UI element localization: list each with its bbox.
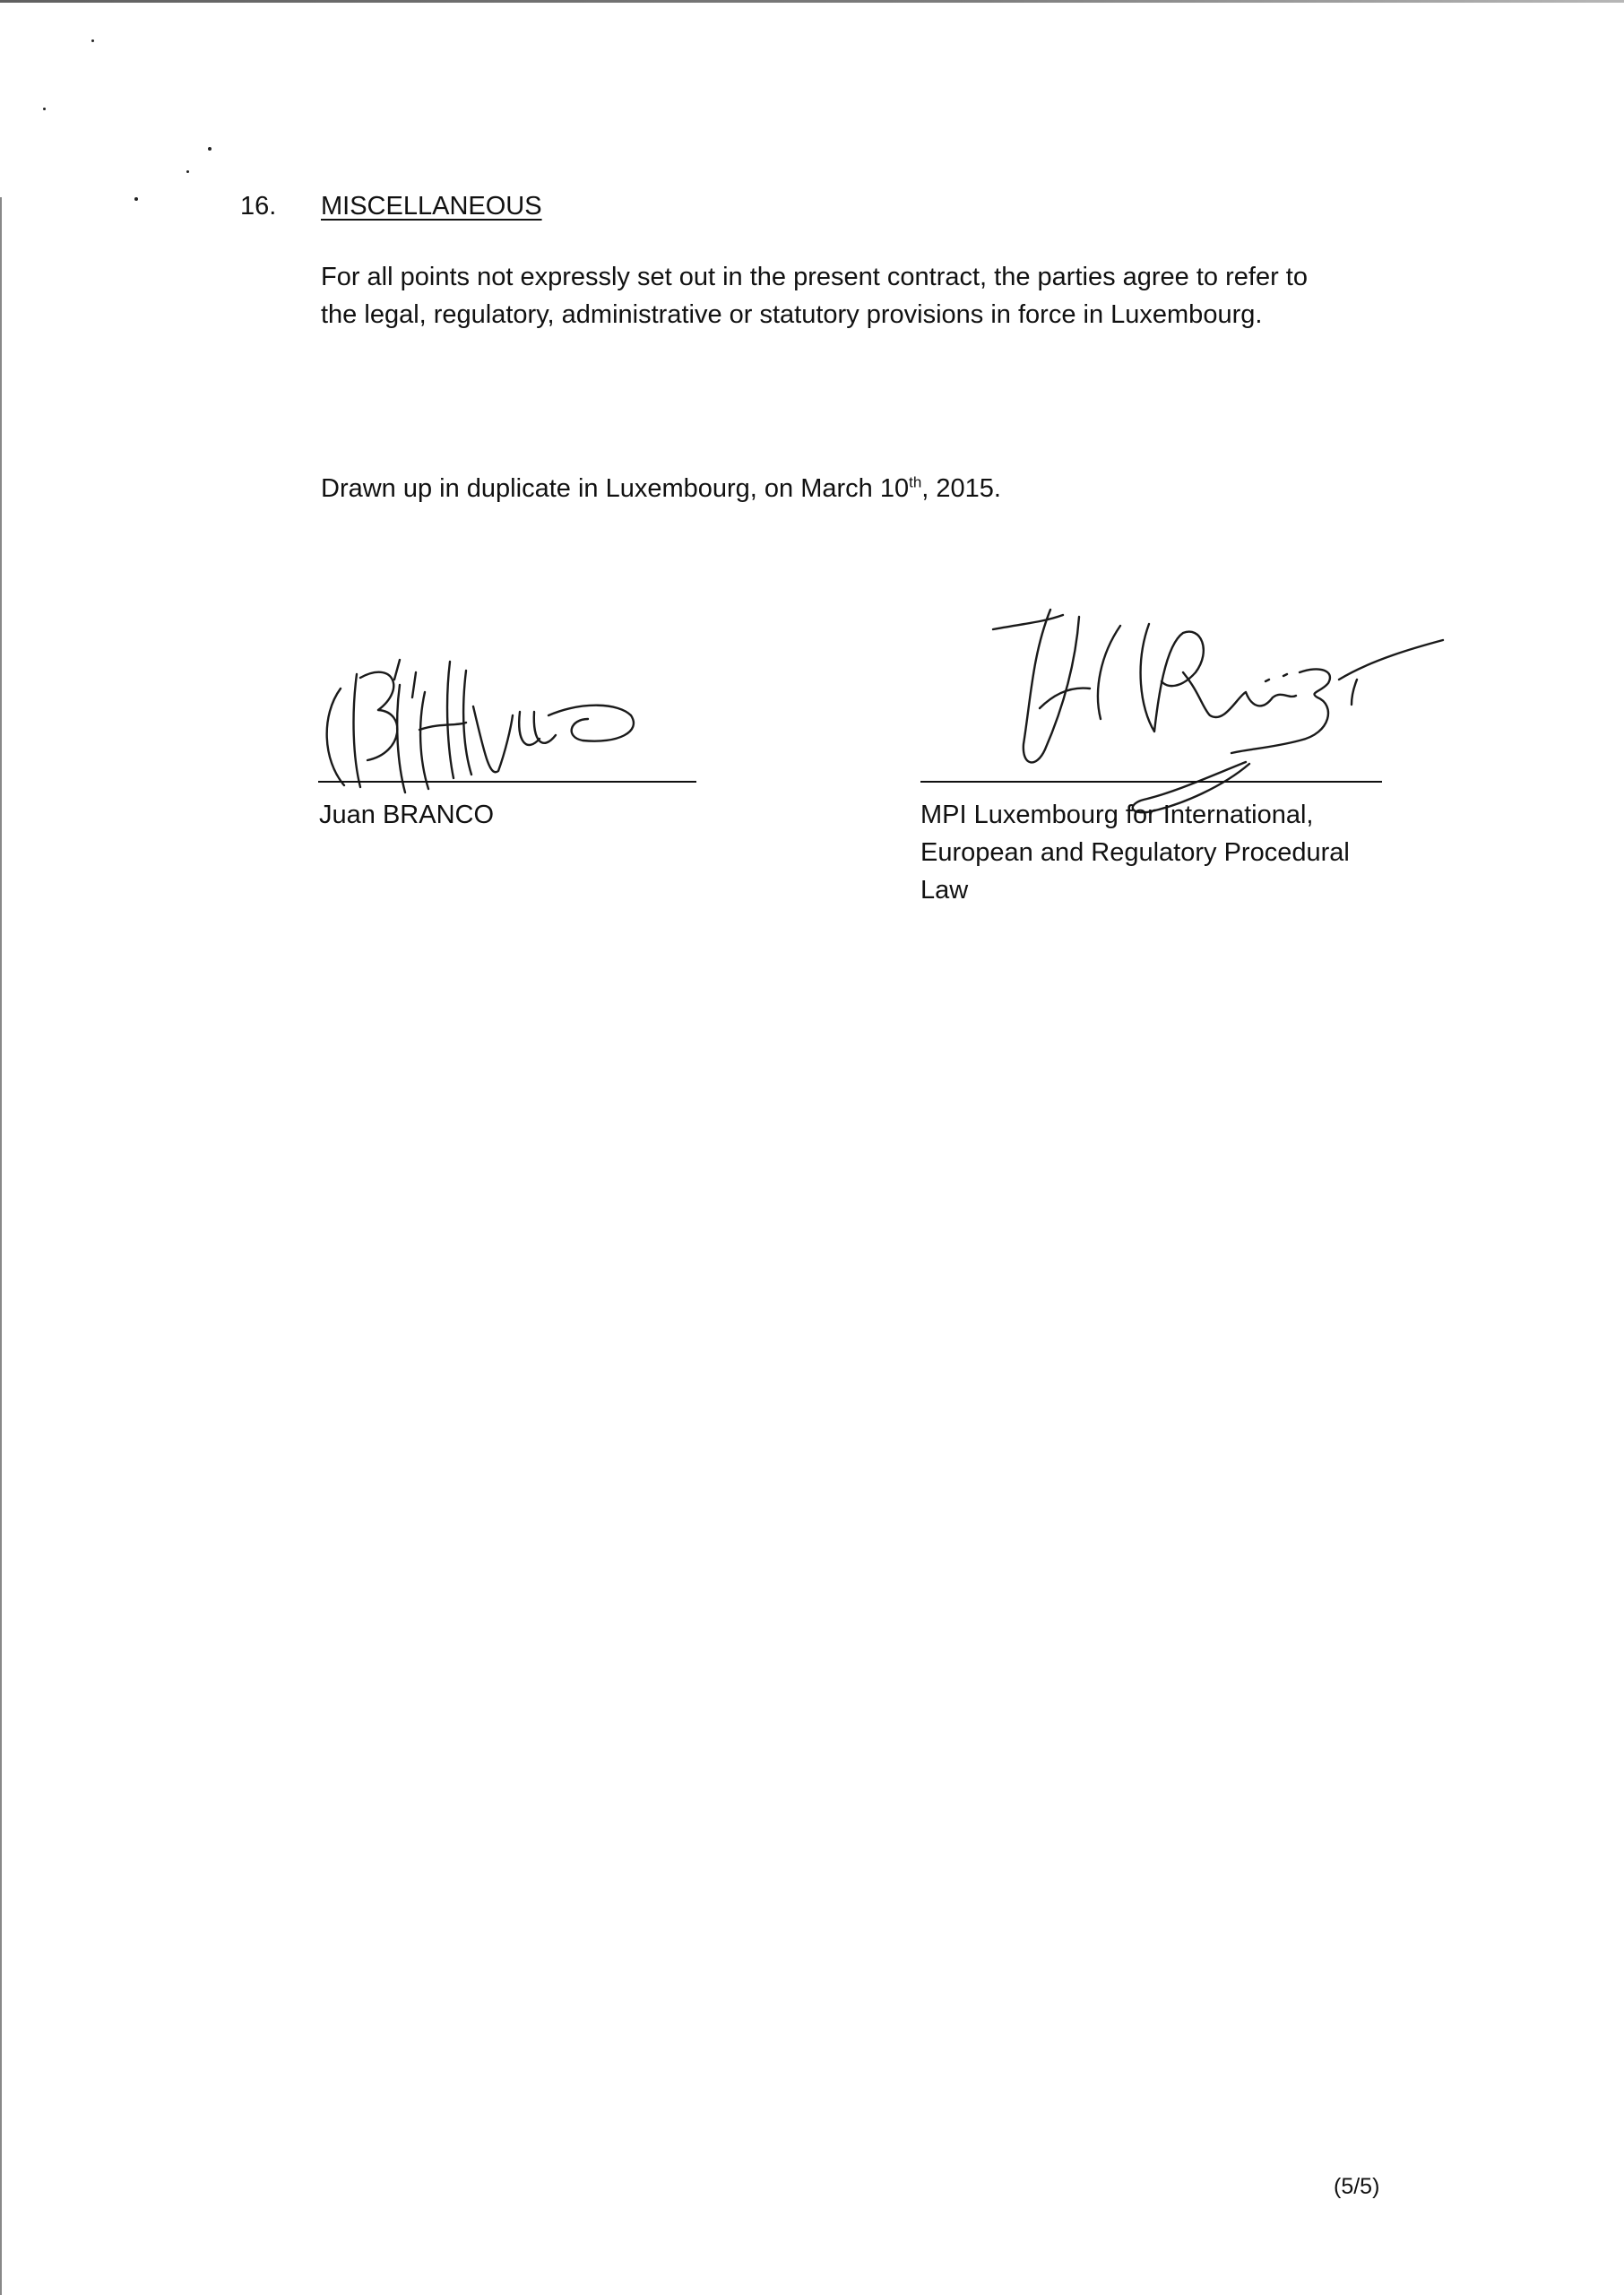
scan-speck — [186, 170, 189, 173]
scan-speck — [208, 147, 212, 151]
page-number: (5/5) — [1334, 2174, 1380, 2199]
section-title: MISCELLANEOUS — [321, 192, 542, 221]
signer-right-line: European and Regulatory Procedural — [920, 838, 1350, 867]
date-line — [321, 470, 1001, 507]
signature-line-left — [318, 781, 696, 783]
signature-line-right — [920, 781, 1382, 783]
date-year: , 2015. — [921, 474, 1001, 503]
date-text: Drawn up in duplicate in Luxembourg, on March 10 — [321, 474, 910, 503]
paragraph-line: the legal, regulatory, administrative or statutory provisions in force in Luxembourg. — [321, 300, 1263, 329]
scan-edge-top — [0, 0, 1624, 3]
signer-name-left: Juan BRANCO — [319, 801, 495, 829]
scan-speck — [91, 39, 94, 42]
scan-edge-left — [0, 197, 2, 2295]
signer-name-right — [920, 796, 1350, 909]
section-number: 16. — [240, 192, 277, 221]
paragraph-line: For all points not expressly set out in the present contract, the parties agree to refer to — [321, 263, 1308, 291]
section-paragraph — [321, 258, 1396, 333]
date-ordinal: th — [909, 473, 922, 491]
signer-right-line: Law — [920, 876, 969, 905]
scan-speck — [43, 108, 46, 110]
signer-right-line: MPI Luxembourg for International, — [920, 801, 1314, 829]
scan-speck — [134, 197, 138, 201]
